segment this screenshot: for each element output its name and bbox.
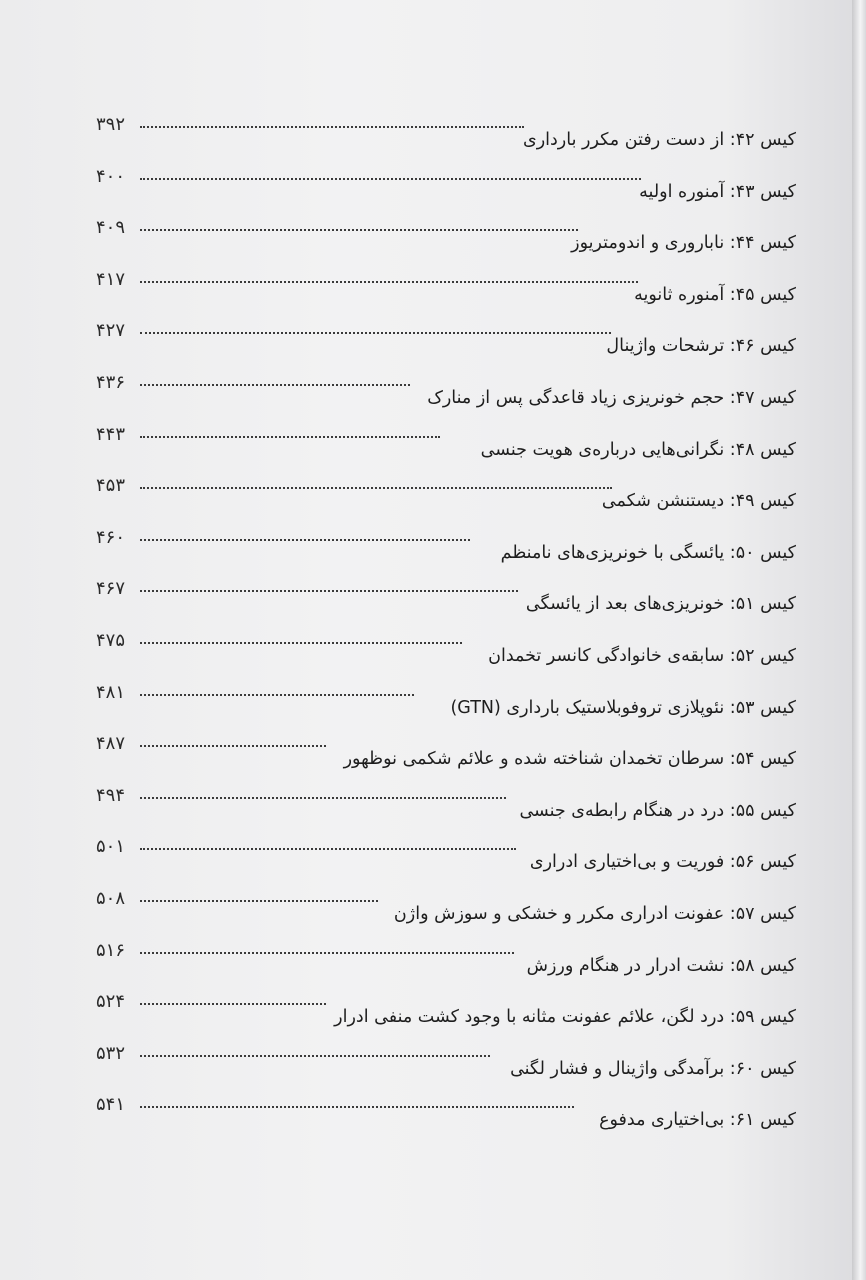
toc-title: کیس ۶۱: بی‌اختیاری مدفوع bbox=[599, 1110, 796, 1131]
toc-title: کیس ۵۲: سابقه‌ی خانوادگی کانسر تخمدان bbox=[488, 645, 796, 666]
toc-title: کیس ۴۹: دیستنشن شکمی bbox=[601, 491, 796, 512]
dot-leader bbox=[140, 1055, 490, 1057]
dot-leader bbox=[140, 952, 514, 954]
dot-leader bbox=[140, 848, 516, 850]
toc-page-number: ۴۰۰ bbox=[96, 165, 126, 187]
toc-entry bbox=[96, 576, 796, 628]
toc-title: کیس ۵۹: درد لگن، علائم عفونت مثانه با وجود کشت منفی ادرار bbox=[334, 1007, 796, 1028]
toc-page-number: ۴۳۶ bbox=[96, 371, 126, 393]
toc-page-number: ۴۰۹ bbox=[96, 217, 126, 239]
toc-page-number: ۴۸۷ bbox=[96, 733, 126, 755]
toc-entry bbox=[96, 112, 796, 164]
toc-page-number: ۵۰۱ bbox=[96, 836, 126, 858]
toc-title: کیس ۵۰: یائسگی با خونریزی‌های نامنظم bbox=[500, 542, 796, 563]
toc-entry bbox=[96, 834, 796, 886]
toc-entry bbox=[96, 680, 796, 732]
page-edge bbox=[852, 0, 866, 1280]
toc-entry bbox=[96, 422, 796, 474]
toc-entry bbox=[96, 525, 796, 577]
toc-page-number: ۳۹۲ bbox=[96, 114, 126, 135]
toc-title: کیس ۴۷: حجم خونریزی زیاد قاعدگی پس از منارک bbox=[427, 387, 796, 408]
toc-entry bbox=[96, 164, 796, 216]
toc-entry bbox=[96, 1041, 796, 1093]
dot-leader bbox=[140, 539, 470, 541]
dot-leader bbox=[140, 384, 410, 386]
toc-title: کیس ۵۴: سرطان تخمدان شناخته شده و علائم شکمی نوظهور bbox=[343, 749, 796, 770]
table-of-contents bbox=[96, 112, 796, 1144]
toc-page-number: ۴۱۷ bbox=[96, 268, 126, 290]
toc-entry bbox=[96, 938, 796, 990]
toc-title: کیس ۵۳: نئوپلازی تروفوبلاستیک بارداری (GTN) bbox=[450, 697, 796, 718]
dot-leader bbox=[140, 332, 611, 334]
toc-title: کیس ۴۶: ترشحات واژینال bbox=[606, 336, 796, 357]
toc-title: کیس ۴۸: نگرانی‌هایی درباره‌ی هویت جنسی bbox=[480, 439, 796, 460]
dot-leader bbox=[140, 1106, 574, 1108]
toc-entry bbox=[96, 886, 796, 938]
dot-leader bbox=[140, 229, 578, 231]
toc-entry bbox=[96, 215, 796, 267]
toc-entry bbox=[96, 318, 796, 370]
toc-page-number: ۵۰۸ bbox=[96, 887, 126, 909]
toc-entry bbox=[96, 783, 796, 835]
dot-leader bbox=[140, 745, 326, 747]
toc-title: کیس ۴۲: از دست رفتن مکرر بارداری bbox=[523, 130, 796, 150]
toc-page-number: ۴۸۱ bbox=[96, 681, 126, 703]
toc-entry bbox=[96, 628, 796, 680]
dot-leader bbox=[140, 487, 612, 489]
dot-leader bbox=[140, 694, 414, 696]
toc-entry bbox=[96, 473, 796, 525]
toc-entry bbox=[96, 267, 796, 319]
dot-leader bbox=[140, 178, 641, 180]
toc-title: کیس ۵۸: نشت ادرار در هنگام ورزش bbox=[526, 955, 796, 976]
toc-title: کیس ۵۶: فوریت و بی‌اختیاری ادراری bbox=[529, 852, 796, 873]
dot-leader bbox=[140, 126, 524, 128]
dot-leader bbox=[140, 590, 518, 592]
toc-entry bbox=[96, 1092, 796, 1144]
toc-title: کیس ۵۱: خونریزی‌های بعد از یائسگی bbox=[525, 594, 796, 615]
toc-entry bbox=[96, 731, 796, 783]
toc-entry bbox=[96, 989, 796, 1041]
toc-page-number: ۵۱۶ bbox=[96, 939, 126, 961]
dot-leader bbox=[140, 281, 638, 283]
dot-leader bbox=[140, 642, 462, 644]
toc-page-number: ۴۶۰ bbox=[96, 526, 126, 548]
toc-page-number: ۴۲۷ bbox=[96, 320, 126, 342]
toc-entry bbox=[96, 370, 796, 422]
toc-page-number: ۵۴۱ bbox=[96, 1094, 126, 1116]
dot-leader bbox=[140, 1003, 326, 1005]
toc-page-number: ۴۶۷ bbox=[96, 578, 126, 600]
toc-page-number: ۵۳۲ bbox=[96, 1042, 126, 1064]
toc-page-number: ۴۷۵ bbox=[96, 629, 126, 651]
toc-title: کیس ۴۴: نابارور‌ی و اندومتریوز bbox=[571, 233, 796, 254]
toc-title: کیس ۶۰: برآمدگی واژینال و فشار لگنی bbox=[510, 1058, 796, 1079]
dot-leader bbox=[140, 436, 440, 438]
dot-leader bbox=[140, 900, 378, 902]
toc-title: کیس ۴۳: آمنوره اولیه bbox=[639, 181, 796, 202]
toc-page-number: ۵۲۴ bbox=[96, 991, 126, 1013]
dot-leader bbox=[140, 797, 506, 799]
toc-title: کیس ۵۷: عفونت ادراری مکرر و خشکی و سوزش واژن bbox=[393, 903, 796, 924]
toc-page-number: ۴۵۳ bbox=[96, 475, 126, 497]
toc-title: کیس ۵۵: درد در هنگام رابطه‌ی جنسی bbox=[519, 800, 796, 821]
toc-title: کیس ۴۵: آمنوره ثانویه bbox=[634, 284, 796, 305]
toc-page-number: ۴۹۴ bbox=[96, 784, 126, 806]
toc-page-number: ۴۴۳ bbox=[96, 423, 126, 445]
